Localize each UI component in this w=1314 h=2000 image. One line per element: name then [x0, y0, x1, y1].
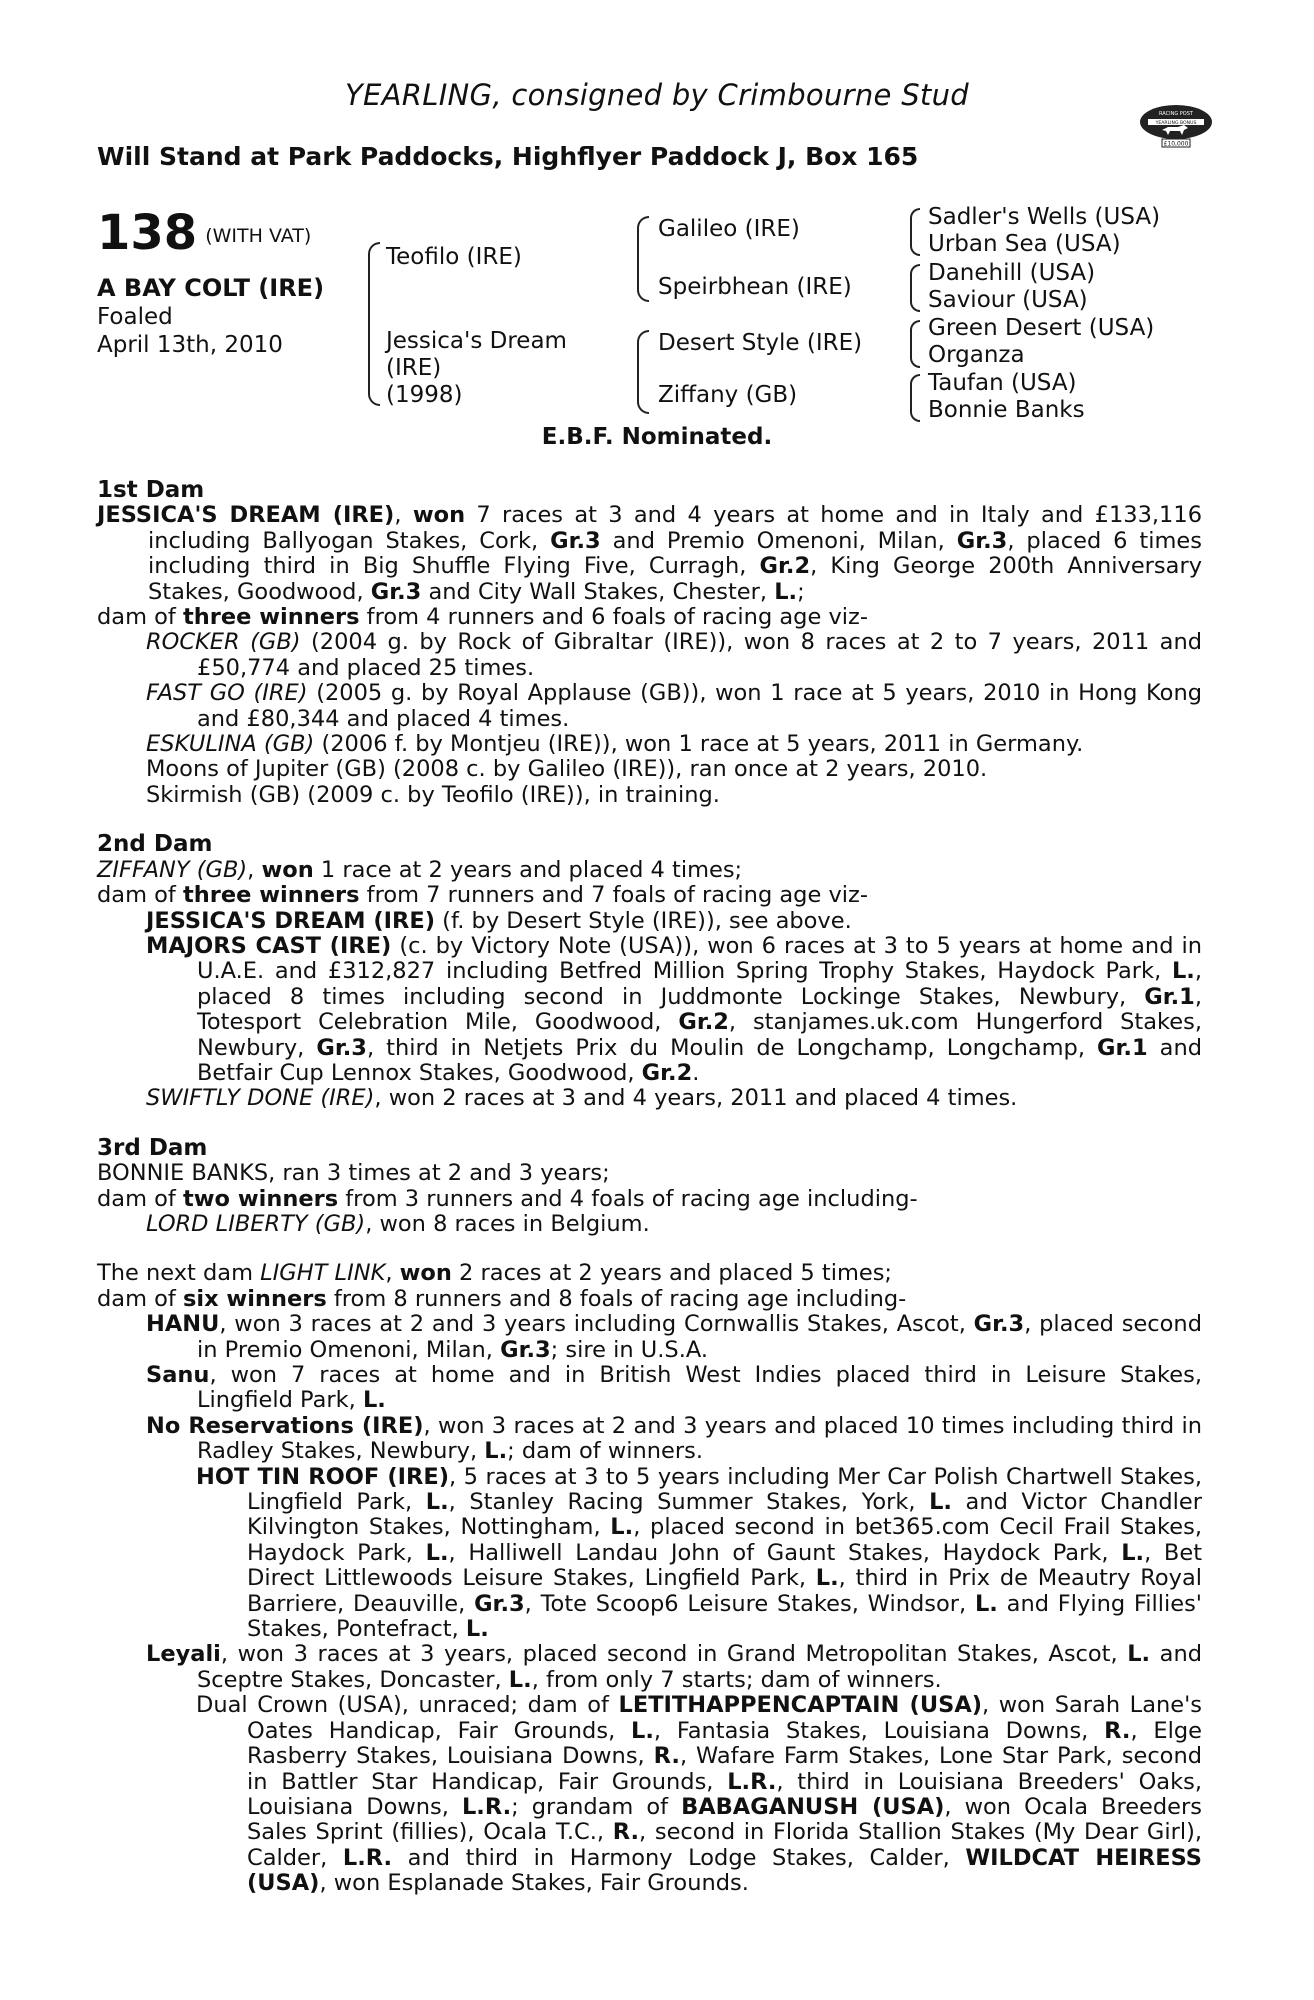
dam2-produce-summary: dam of three winners from 7 runners and 7 foals of racing age viz- [97, 882, 868, 909]
dam1-offspring-2: FAST GO (IRE) (2005 g. by Royal Applause (GB)), won 1 race at 5 years, 2010 in Hong Kong and £80,344 and placed 4 times. [146, 680, 1202, 732]
ped-sds: Danehill (USA) [928, 260, 1096, 286]
dam2-offspring-3: SWIFTLY DONE (IRE), won 2 races at 3 and 4 years, 2011 and placed 4 times. [146, 1085, 1018, 1112]
stand-location: Will Stand at Park Paddocks, Highflyer Paddock J, Box 165 [97, 142, 919, 171]
next-grand-offspring-dual-crown: Dual Crown (USA), unraced; dam of LETITHAPPENCAPTAIN (USA), won Sarah Lane's Oates Handicap, Fair Grounds, L., Fantasia Stakes, Louisiana Downs, R., Elge Rasberry Stakes, Louisiana Downs, R., Wafare Farm Stakes, Lone Star Park, second in Battler Star Handicap, Fair Grounds, L.R., third in Louisiana Breeders' Oaks, Louisiana Downs, L.R.; grandam of BABAGANUSH (USA), won Ocala Breeders Sales Sprint (fillies), Ocala T.C., R., second in Florida Stallion Stakes (My Dear Girl), Calder, L.R. and third in Harmony Lodge Stakes, Calder, WILDCAT HEIRESS (USA), won Esplanade Stakes, Fair Grounds. [196, 1692, 1203, 1897]
ped-sdd: Saviour (USA) [928, 287, 1088, 313]
lot-vat: (WITH VAT) [205, 225, 312, 247]
pedigree-brace-3 [637, 330, 649, 414]
dam-sire: Desert Style (IRE) [658, 330, 863, 356]
dam1-offspring-5: Skirmish (GB) (2009 c. by Teofilo (IRE)), in training. [146, 781, 720, 808]
pedigree-brace-4 [910, 208, 920, 256]
dam3-offspring-1: LORD LIBERTY (GB), won 8 races in Belgium. [146, 1210, 650, 1237]
next-offspring-no-reservations: No Reservations (IRE), won 3 races at 2 and 3 years and placed 10 times including third in Radley Stakes, Newbury, L.; dam of winners. [146, 1412, 1202, 1465]
catalogue-body [97, 478, 1202, 1897]
pedigree-brace-2 [637, 216, 649, 302]
next-offspring-hanu: HANU, won 3 races at 2 and 3 years including Cornwallis Stakes, Ascot, Gr.3, placed second in Premio Omenoni, Milan, Gr.3; sire in U.S.A. [146, 1311, 1202, 1363]
dam3-heading: 3rd Dam [97, 1134, 208, 1161]
pedigree-brace-1 [368, 242, 380, 406]
dam: Jessica's Dream (IRE) (1998) [386, 328, 567, 408]
ped-dsd: Organza [928, 342, 1025, 368]
ped-ssd: Urban Sea (USA) [928, 231, 1121, 257]
dam2-record: ZIFFANY (GB), won 1 race at 2 years and placed 4 times; [97, 856, 743, 883]
pedigree-brace-7 [910, 374, 920, 422]
ebf-nominated: E.B.F. Nominated. [541, 424, 773, 450]
dam1-heading: 1st Dam [97, 477, 205, 503]
lot-number: 138 (WITH VAT) [97, 205, 312, 261]
dam2-offspring-1: JESSICA'S DREAM (IRE) (f. by Desert Style (IRE)), see above. [146, 907, 852, 934]
pedigree-brace-5 [910, 264, 920, 312]
sire-dam: Speirbhean (IRE) [658, 274, 852, 300]
dam3-record: BONNIE BANKS, ran 3 times at 2 and 3 years; [97, 1160, 610, 1187]
foaled-info: Foaled April 13th, 2010 [97, 304, 283, 358]
dam2-heading: 2nd Dam [97, 831, 213, 858]
dam-dam: Ziffany (GB) [658, 382, 798, 408]
sire-sire: Galileo (IRE) [658, 216, 800, 242]
dam1-offspring-1: ROCKER (GB) (2004 g. by Rock of Gibraltar (IRE)), won 8 races at 2 to 7 years, 2011 and £50,774 and placed 25 times. [146, 629, 1202, 681]
dam3-produce-summary: dam of two winners from 3 runners and 4 foals of racing age including- [97, 1185, 918, 1212]
dam1-record: JESSICA'S DREAM (IRE), won 7 races at 3 and 4 years at home and in Italy and £133,116 including Ballyogan Stakes, Cork, Gr.3 and Premio Omenoni, Milan, Gr.3, placed 6 times including third in Big Shuffle Flying Five, Curragh, Gr.2, King George 200th Anniversary Stakes, Goodwood, Gr.3 and City Wall Stakes, Chester, L.; [97, 502, 1203, 605]
ped-dss: Green Desert (USA) [928, 315, 1155, 341]
next-grand-offspring-hot-tin-roof: HOT TIN ROOF (IRE), 5 races at 3 to 5 years including Mer Car Polish Chartwell Stakes, Lingfield Park, L., Stanley Racing Summer Stakes, York, L. and Victor Chandler Kilvington Stakes, Nottingham, L., placed second in bet365.com Cecil Frail Stakes, Haydock Park, L., Halliwell Landau John of Gaunt Stakes, Haydock Park, L., Bet Direct Littlewoods Leisure Stakes, Lingfield Park, L., third in Prix de Meautry Royal Barriere, Deauville, Gr.3, Tote Scoop6 Leisure Stakes, Windsor, L. and Flying Fillies' Stakes, Pontefract, L. [196, 1463, 1203, 1643]
page-title: YEARLING, consigned by Crimbourne Stud [345, 78, 969, 112]
next-offspring-sanu: Sanu, won 7 races at home and in British West Indies placed third in Leisure Stakes, Lingfield Park, L. [146, 1362, 1202, 1414]
ped-sss: Sadler's Wells (USA) [928, 204, 1161, 230]
pedigree-brace-6 [910, 320, 920, 368]
ped-dds: Taufan (USA) [928, 370, 1077, 396]
ped-ddd: Bonnie Banks [928, 397, 1085, 423]
dam1-offspring-4: Moons of Jupiter (GB) (2008 c. by Galileo (IRE)), ran once at 2 years, 2010. [146, 756, 988, 783]
next-dam-record: The next dam LIGHT LINK, won 2 races at 2 years and placed 5 times; [97, 1260, 893, 1287]
sire: Teofilo (IRE) [386, 244, 522, 270]
next-dam-produce-summary: dam of six winners from 8 runners and 8 foals of racing age including- [97, 1285, 907, 1312]
badge-top-text: RACING POST [1159, 111, 1193, 117]
badge-bottom-text: £10,000 [1163, 140, 1189, 148]
dam2-offspring-2: MAJORS CAST (IRE) (c. by Victory Note (USA)), won 6 races at 3 to 5 years at home and in U.A.E. and £312,827 including Betfred Million Spring Trophy Stakes, Haydock Park, L., placed 8 times including second in Juddmonte Lockinge Stakes, Newbury, Gr.1, Totesport Celebration Mile, Goodwood, Gr.2, stanjames.uk.com Hungerford Stakes, Newbury, Gr.3, third in Netjets Prix du Moulin de Longchamp, Longchamp, Gr.1 and Betfair Cup Lennox Stakes, Goodwood, Gr.2. [146, 932, 1202, 1086]
badge-mid-text: YEARLING BONUS [1155, 121, 1197, 126]
dam1-offspring-3: ESKULINA (GB) (2006 f. by Montjeu (IRE)), won 1 race at 5 years, 2011 in Germany. [146, 731, 1084, 758]
yearling-bonus-badge [1138, 100, 1214, 148]
dam1-produce-summary: dam of three winners from 4 runners and 6 foals of racing age viz- [97, 604, 868, 631]
lot-name: A BAY COLT (IRE) [97, 274, 325, 302]
next-offspring-leyali: Leyali, won 3 races at 3 years, placed second in Grand Metropolitan Stakes, Ascot, L. and Sceptre Stakes, Doncaster, L., from only 7 starts; dam of winners. [146, 1641, 1202, 1693]
